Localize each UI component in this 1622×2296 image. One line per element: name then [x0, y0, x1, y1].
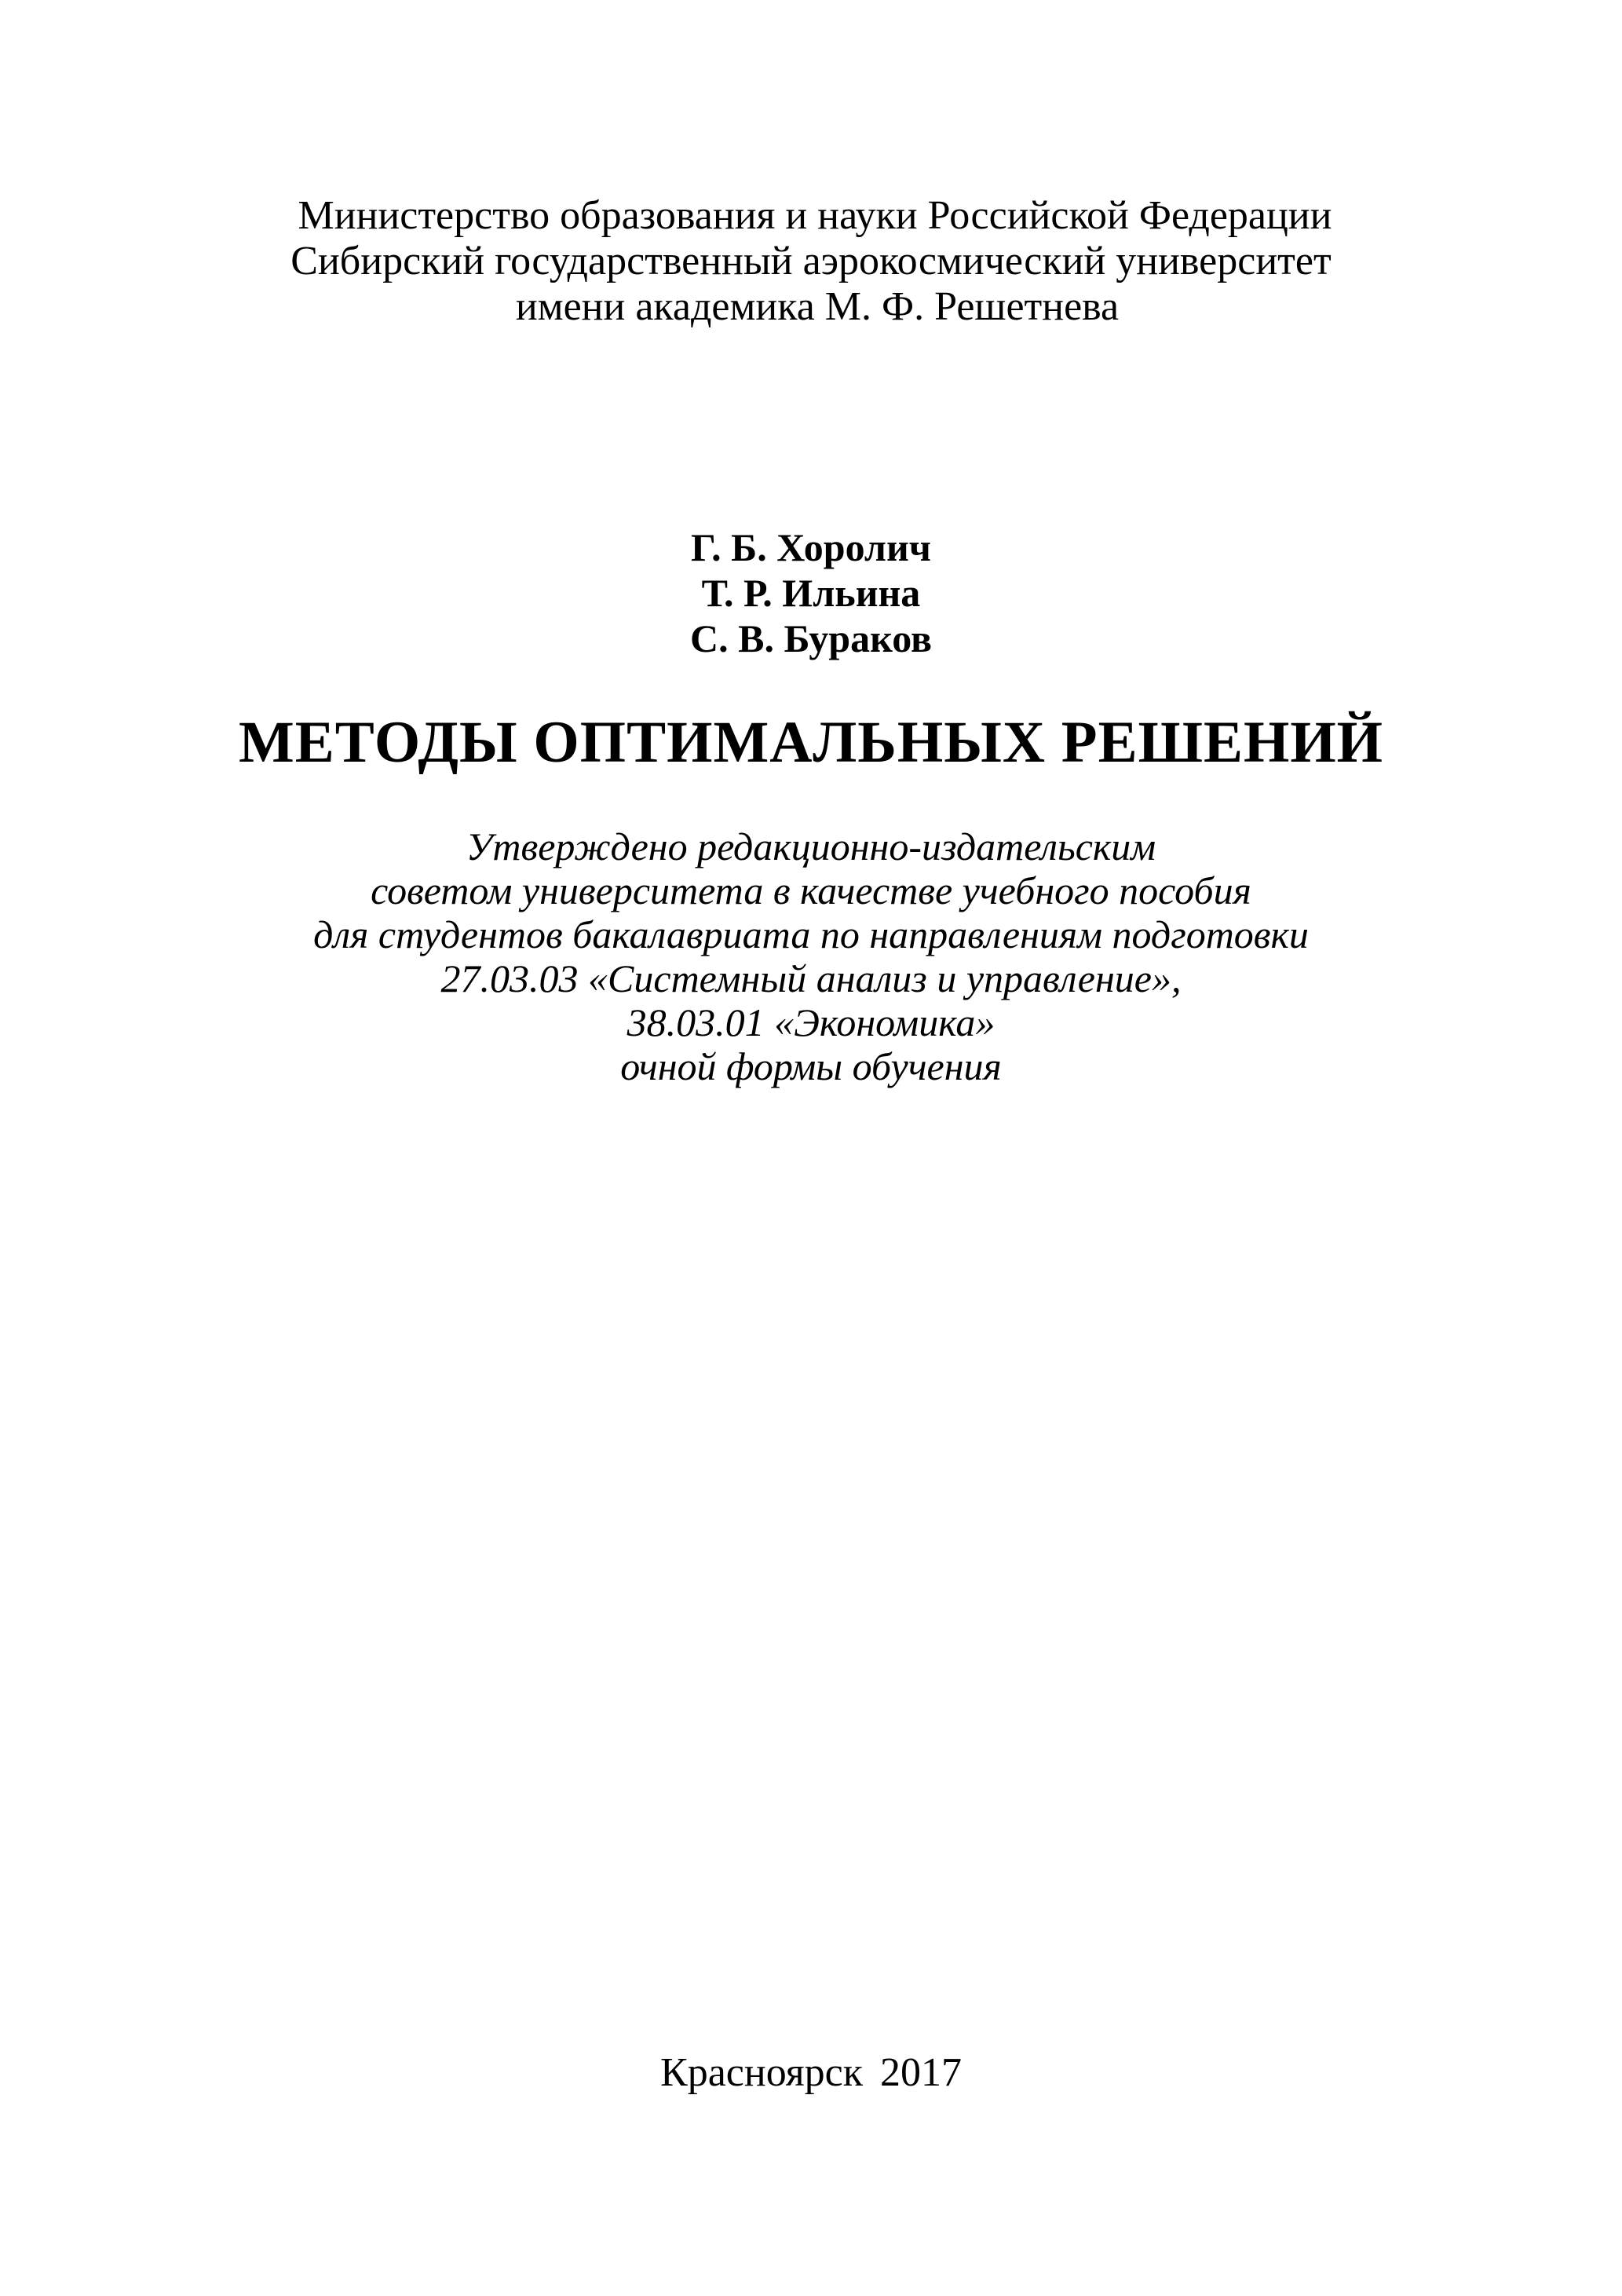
publication-year: 2017	[879, 2050, 962, 2095]
institution-header	[0, 193, 1622, 330]
ministry-line: Министерство образования и науки Российской Федерации	[298, 193, 1332, 238]
publication-city: Красноярск	[660, 2050, 863, 2095]
approval-line: 38.03.01 «Экономика»	[627, 1000, 995, 1044]
university-honorific-line: имени академика М. Ф. Решетнева	[515, 284, 1120, 329]
author-name: Г. Б. Хоролич	[690, 525, 931, 569]
university-line: Сибирский государственный аэрокосмический университет	[290, 239, 1332, 283]
approval-line: 27.03.03 «Системный анализ и управление»,	[440, 956, 1182, 1000]
publication-footer	[0, 2049, 1622, 2097]
author-name: Т. Р. Ильина	[701, 571, 921, 615]
author-name: С. В. Бураков	[690, 616, 932, 660]
approval-line: для студентов бакалавриата по направлениям подготовки	[313, 912, 1309, 956]
authors-list	[0, 525, 1622, 661]
approval-line: советом университета в качестве учебного пособия	[371, 868, 1251, 912]
approval-line: Утверждено редакционно-издательским	[466, 824, 1156, 868]
document-title: МЕТОДЫ ОПТИМАЛЬНЫХ РЕШЕНИЙ	[238, 710, 1384, 775]
approval-statement	[0, 824, 1622, 1088]
approval-line: очной формы обучения	[620, 1044, 1002, 1088]
